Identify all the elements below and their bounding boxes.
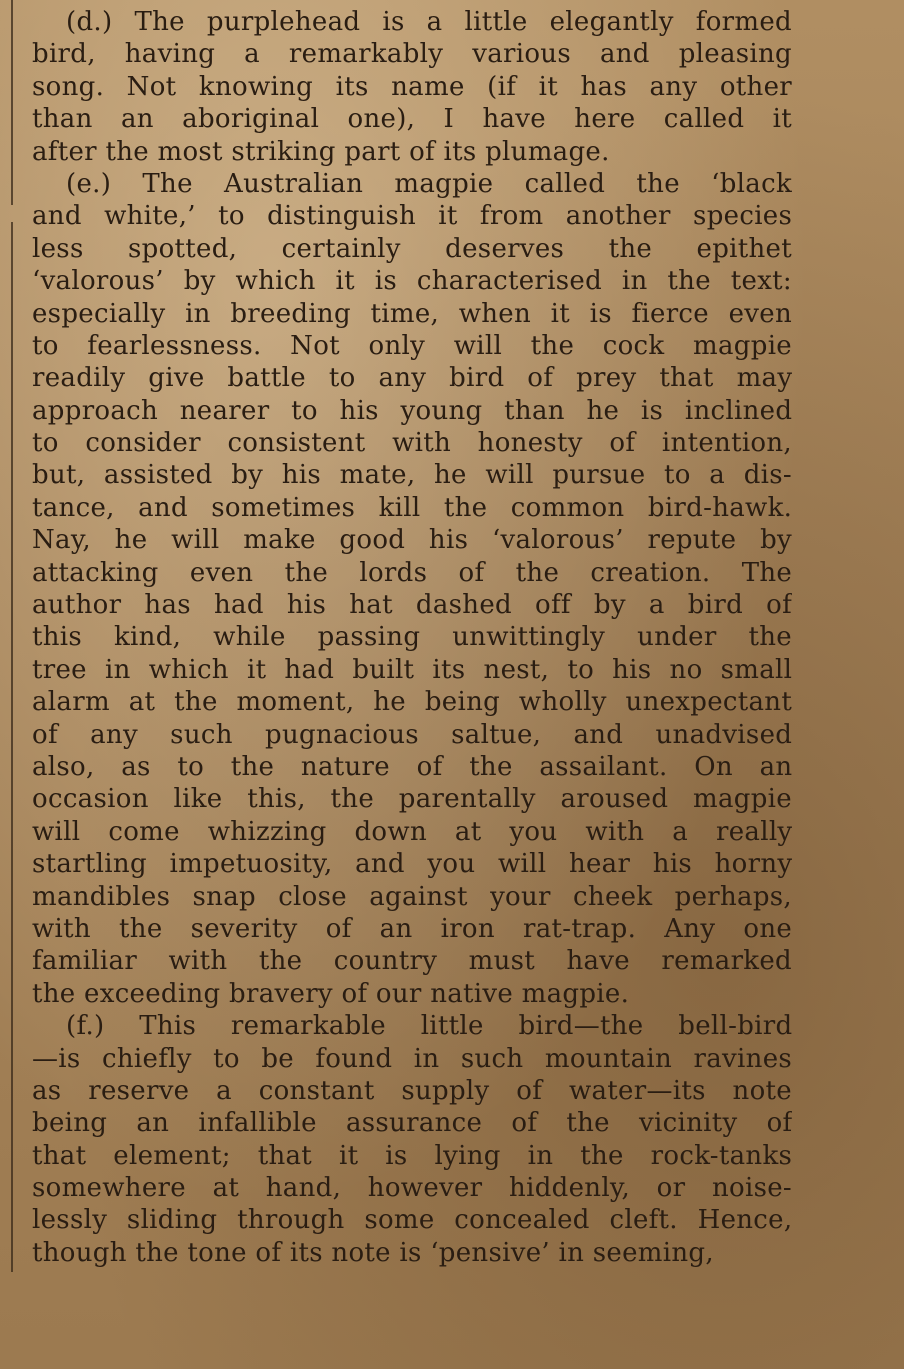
text-line: the exceeding bravery of our native magpie. <box>32 978 630 1009</box>
text-line: alarm at the moment, he being wholly unexpectant <box>32 687 792 718</box>
text-line: bird, having a remarkably various and pleasing <box>32 39 792 70</box>
text-line: attacking even the lords of the creation. The <box>32 557 792 588</box>
text-line: will come whizzing down at you with a really <box>32 816 792 847</box>
text-line: after the most striking part of its plumage. <box>32 136 610 167</box>
text-line: with the severity of an iron rat-trap. Any one <box>32 913 792 944</box>
paragraph-d <box>32 6 792 168</box>
text-line: than an aboriginal one), I have here called it <box>32 104 792 135</box>
text-line: tance, and sometimes kill the common bird-hawk. <box>32 492 792 523</box>
text-line: especially in breeding time, when it is fierce even <box>32 298 792 329</box>
text-line: readily give battle to any bird of prey that may <box>32 363 792 394</box>
text-line: author has had his hat dashed off by a bird of <box>32 590 792 621</box>
text-line: of any such pugnacious saltue, and unadvised <box>32 719 792 750</box>
text-column <box>32 6 792 1296</box>
text-line: tree in which it had built its nest, to his no small <box>32 654 792 685</box>
paragraph-f <box>32 1010 792 1269</box>
text-line: less spotted, certainly deserves the epithet <box>32 233 792 264</box>
text-line: (e.) The Australian magpie called the ‘black <box>66 168 792 199</box>
text-line: this kind, while passing unwittingly under the <box>32 622 792 653</box>
text-line: also, as to the nature of the assailant. On an <box>32 751 792 782</box>
text-line: lessly sliding through some concealed cleft. Hence, <box>32 1205 792 1236</box>
text-line: startling impetuosity, and you will hear his horny <box>32 849 792 880</box>
text-line: that element; that it is lying in the rock-tanks <box>32 1140 792 1171</box>
text-line: approach nearer to his young than he is inclined <box>32 395 792 426</box>
text-line: as reserve a constant supply of water—its note <box>32 1075 792 1106</box>
margin-rule-main <box>11 222 13 1272</box>
text-line: (d.) The purplehead is a little elegantly formed <box>66 7 792 37</box>
text-line: occasion like this, the parentally aroused magpie <box>32 784 792 815</box>
text-line: —is chiefly to be found in such mountain ravines <box>32 1043 792 1074</box>
text-line: though the tone of its note is ‘pensive’ in seeming, <box>32 1237 714 1268</box>
text-line: mandibles snap close against your cheek perhaps, <box>32 881 792 912</box>
text-line: familiar with the country must have remarked <box>32 946 792 977</box>
text-line: to fearlessness. Not only will the cock magpie <box>32 330 792 361</box>
text-line: ‘valorous’ by which it is characterised in the text: <box>32 266 792 297</box>
margin-rule-top <box>11 0 13 205</box>
text-line: song. Not knowing its name (if it has any other <box>32 71 792 102</box>
text-line: and white,’ to distinguish it from another species <box>32 201 792 232</box>
text-line: being an infallible assurance of the vicinity of <box>32 1108 792 1139</box>
paragraph-e <box>32 168 792 1010</box>
text-line: somewhere at hand, however hiddenly, or noise- <box>32 1173 792 1204</box>
text-line: but, assisted by his mate, he will pursue to a dis- <box>32 460 792 491</box>
text-line: to consider consistent with honesty of intention, <box>32 428 792 459</box>
text-line: (f.) This remarkable little bird—the bell-bird <box>66 1011 792 1042</box>
text-line: Nay, he will make good his ‘valorous’ repute by <box>32 525 792 556</box>
